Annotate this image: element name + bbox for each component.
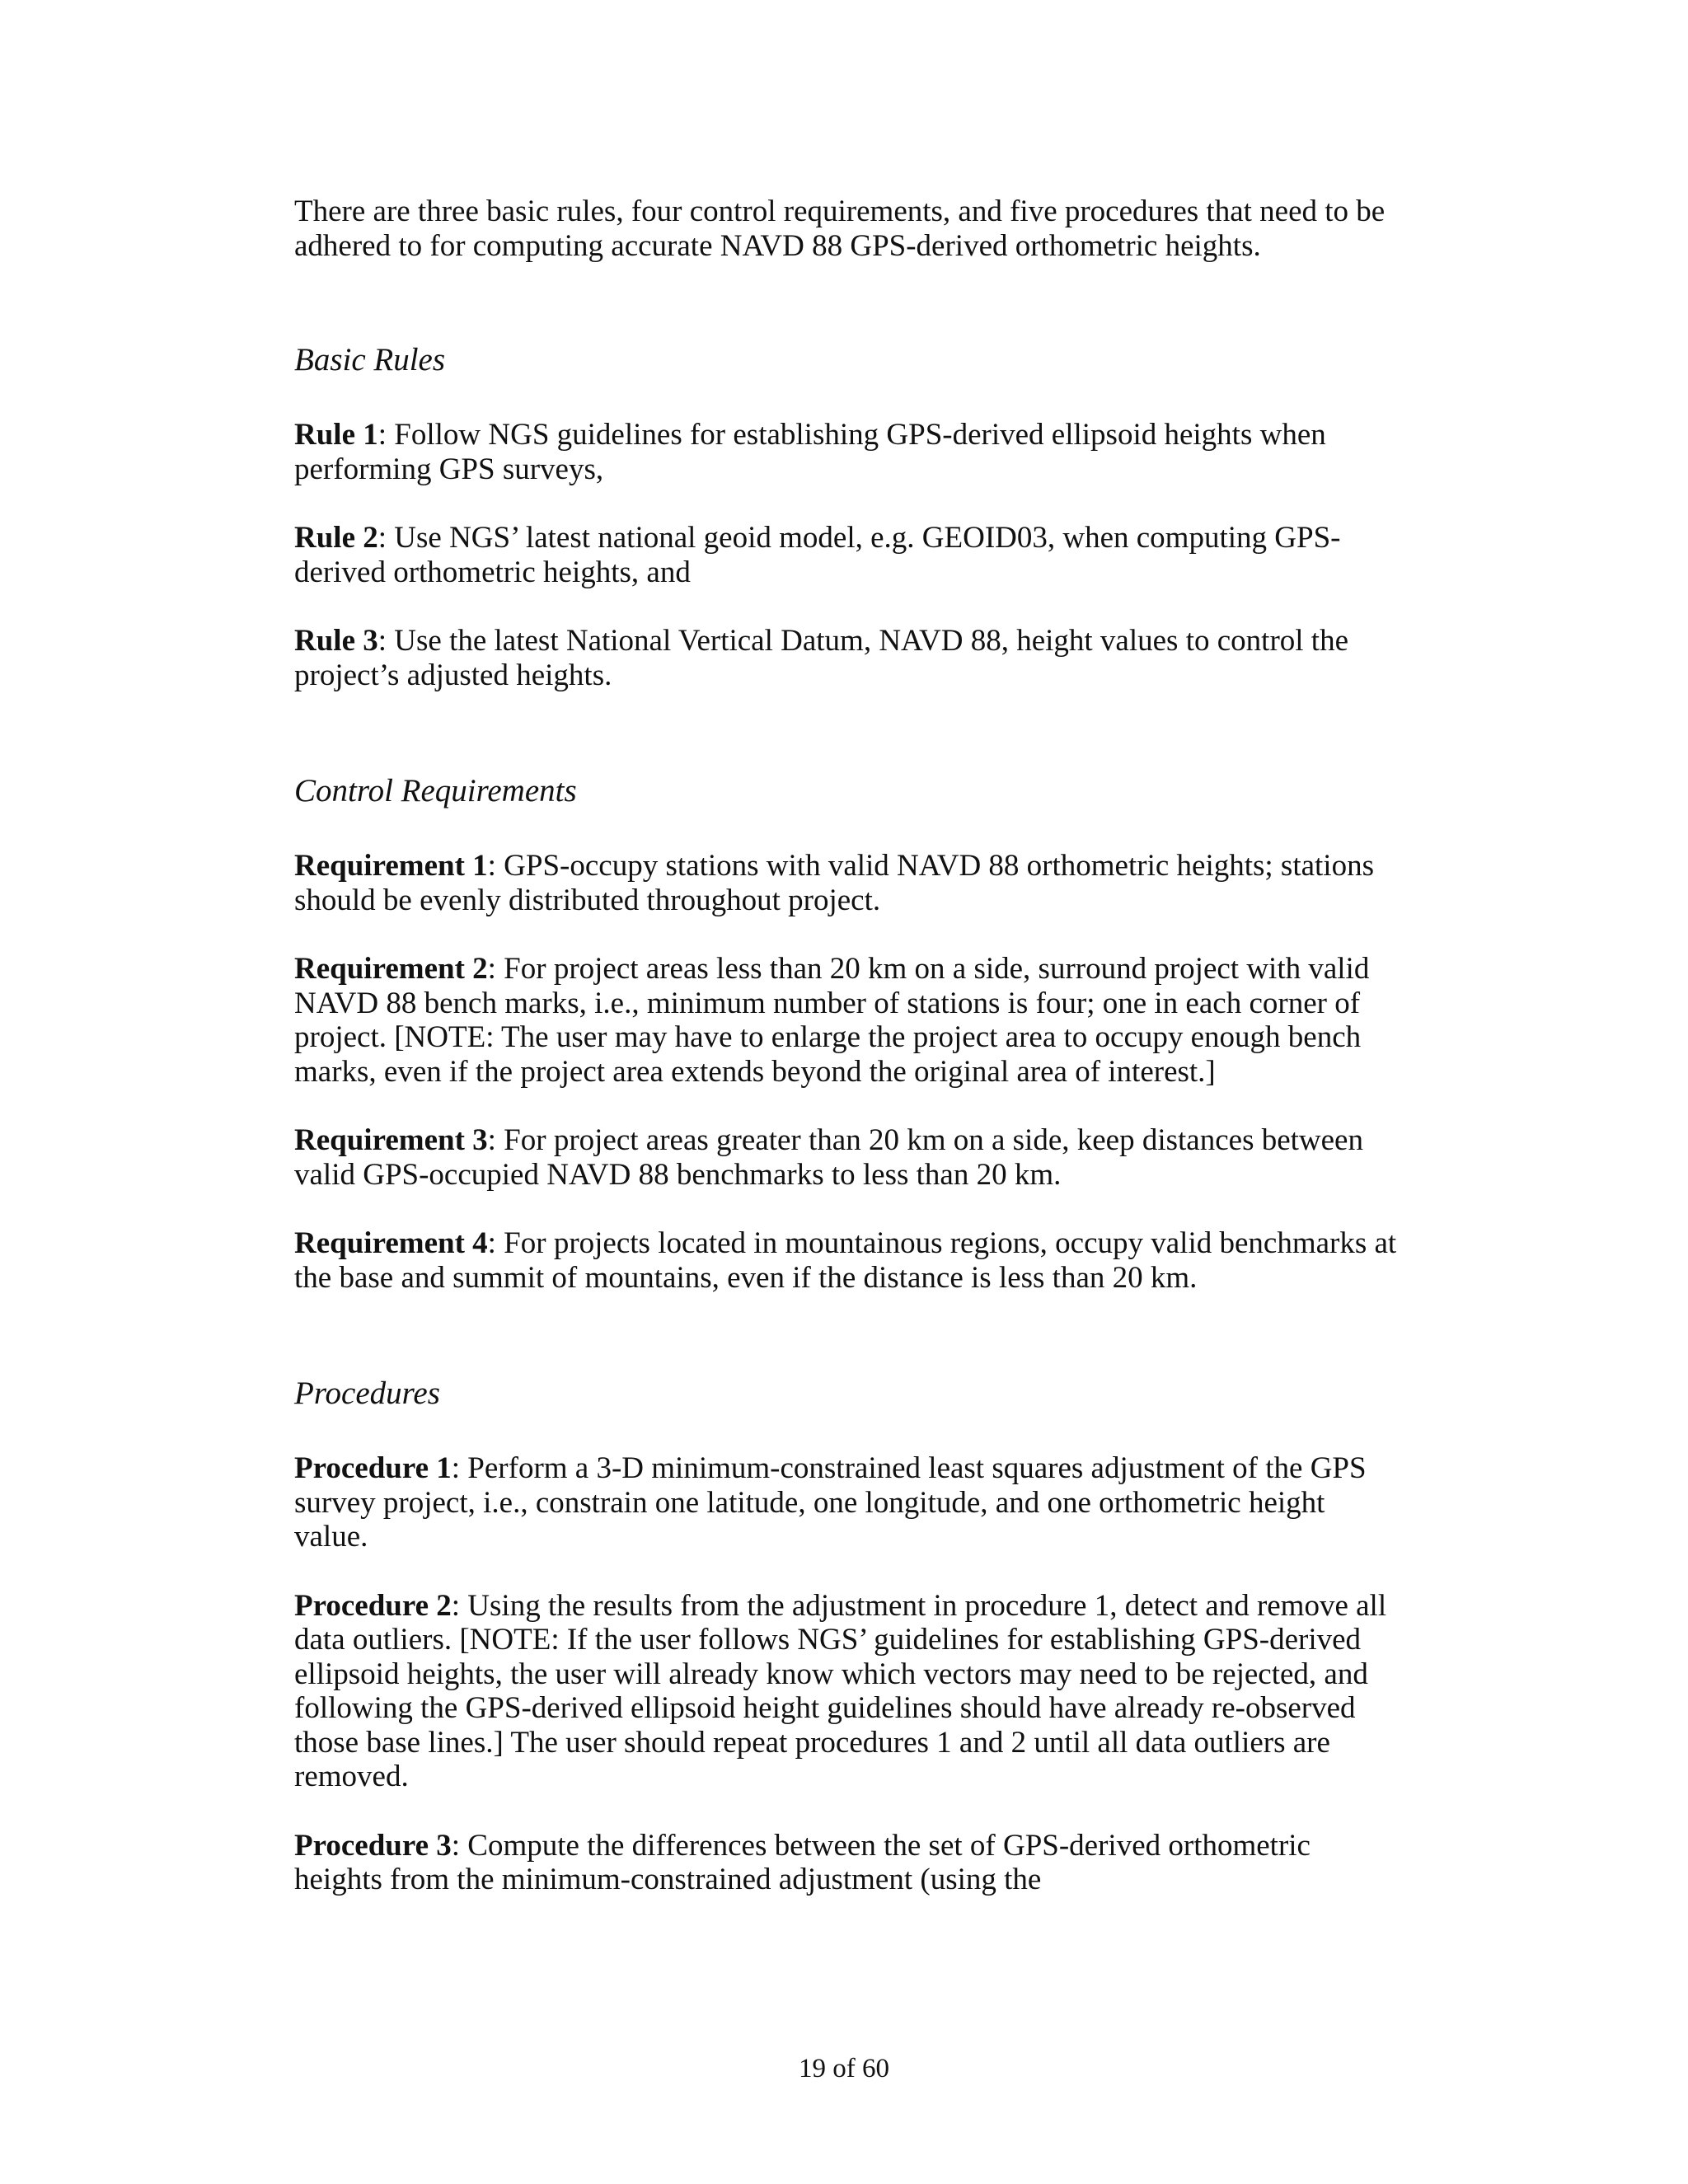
section-heading-control-requirements: Control Requirements [294, 773, 577, 808]
rule-1 [294, 418, 1399, 486]
procedure-3 [294, 1829, 1399, 1897]
procedure-2 [294, 1589, 1399, 1794]
rule-2 [294, 521, 1399, 589]
requirement-1 [294, 849, 1399, 917]
section-heading-procedures: Procedures [294, 1376, 440, 1411]
procedure-text: : Perform a 3-D minimum-constrained least squares adjustment of the GPS survey project, i.e., constrain one latitude, one longitude, and one orthometric height value. [294, 1451, 1367, 1554]
requirement-label: Requirement 4 [294, 1226, 488, 1260]
rule-3 [294, 624, 1399, 692]
procedure-text: : Using the results from the adjustment in procedure 1, detect and remove all data outliers. [NOTE: If the user follows NGS’ guidelines for establishing GPS-derived ellipsoid heights, the user will already know which vectors may need to be rejected, and following the GPS-derived ellipsoid height guidelines should have already re-observed those base lines.] The user should repeat procedures 1 and 2 until all data outliers are removed. [294, 1588, 1387, 1793]
procedure-label: Procedure 3 [294, 1828, 452, 1863]
document-body [294, 194, 1399, 1932]
requirement-label: Requirement 2 [294, 952, 488, 986]
procedure-1 [294, 1451, 1399, 1554]
rule-text: : Use the latest National Vertical Datum, NAVD 88, height values to control the project’s adjusted heights. [294, 624, 1348, 692]
procedure-text: : Compute the differences between the set of GPS-derived orthometric heights from the minimum-constrained adjustment (using the [294, 1828, 1311, 1896]
rule-label: Rule 3 [294, 624, 378, 658]
requirement-text: : GPS-occupy stations with valid NAVD 88 orthometric heights; stations should be evenly distributed throughout project. [294, 849, 1374, 917]
rule-label: Rule 1 [294, 418, 378, 452]
procedure-label: Procedure 1 [294, 1451, 452, 1485]
requirement-text: : For project areas less than 20 km on a side, surround project with valid NAVD 88 bench marks, i.e., minimum number of stations is four; one in each corner of project. [NOTE: The user may have to enlarge the project area to occupy enough bench marks, even if the project area extends beyond the original area of interest.] [294, 952, 1370, 1089]
page-number: 19 of 60 [799, 2054, 889, 2083]
section-heading-basic-rules: Basic Rules [294, 342, 446, 377]
requirement-text: : For projects located in mountainous regions, occupy valid benchmarks at the base and summit of mountains, even if the distance is less than 20 km. [294, 1226, 1397, 1295]
requirement-4 [294, 1226, 1399, 1295]
rule-label: Rule 2 [294, 521, 378, 555]
procedure-label: Procedure 2 [294, 1588, 452, 1623]
requirement-label: Requirement 1 [294, 849, 488, 883]
rule-text: : Follow NGS guidelines for establishing GPS-derived ellipsoid heights when performing GPS surveys, [294, 418, 1326, 486]
requirement-2 [294, 952, 1399, 1089]
rule-text: : Use NGS’ latest national geoid model, e.g. GEOID03, when computing GPS-derived orthometric heights, and [294, 521, 1341, 589]
requirement-label: Requirement 3 [294, 1123, 488, 1157]
intro-paragraph: There are three basic rules, four control requirements, and five procedures that need to be adhered to for computing accurate NAVD 88 GPS-derived orthometric heights. [294, 194, 1386, 263]
requirement-text: : For project areas greater than 20 km on a side, keep distances between valid GPS-occupied NAVD 88 benchmarks to less than 20 km. [294, 1123, 1363, 1192]
requirement-3 [294, 1123, 1399, 1192]
